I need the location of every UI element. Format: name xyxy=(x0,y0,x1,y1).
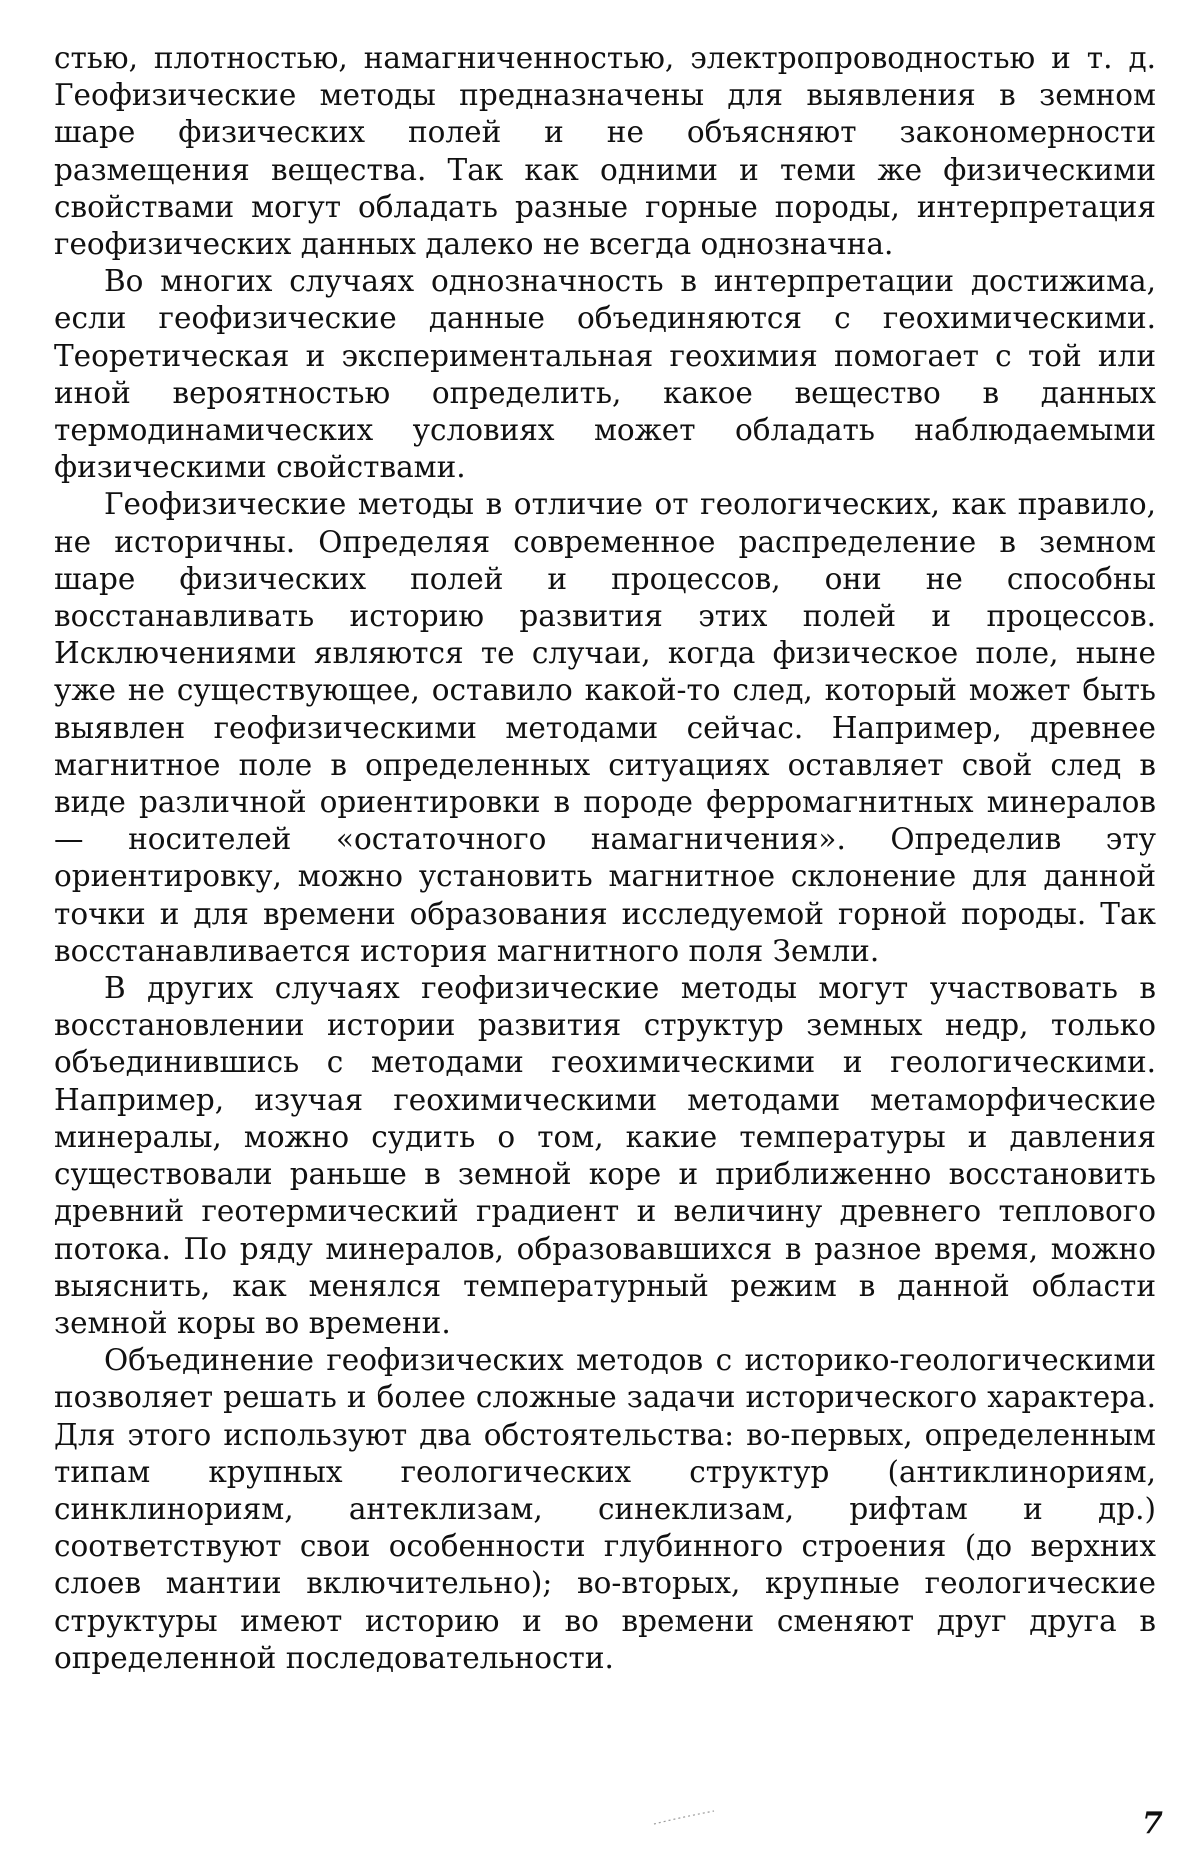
page-number: 7 xyxy=(1142,1806,1163,1841)
paragraph: Геофизические методы в отличие от геологических, как правило, не историчны. Определяя современное распределение в земном шаре физических полей и процессов, они не способны восстанавливать историю развития этих полей и процессов. Исключениями являются те случаи, когда физическое поле, ныне уже не существующее, оставило какой-то след, который может быть выявлен геофизическими методами сейчас. Например, древнее магнитное поле в определенных ситуациях оставляет свой след в виде различной ориентировки в породе ферромагнитных минералов — носителей «остаточного намагничения». Определив эту ориентировку, можно установить магнитное склонение для данной точки и для времени образования исследуемой горной породы. Так восстанавливается история магнитного поля Земли. xyxy=(54,487,1156,968)
paragraph: Объединение геофизических методов с историко-геологическими позволяет решать и более сложные задачи исторического характера. Для этого используют два обстоятельства: во-первых, определенным типам крупных геологических структур (антиклинориям, синклинориям, антеклизам, синеклизам, рифтам и др.) соответствуют свои особенности глубинного строения (до верхних слоев мантии включительно); во-вторых, крупные геологические структуры имеют историю и во времени сменяют друг друга в определенной последовательности. xyxy=(54,1343,1156,1675)
paragraph: В других случаях геофизические методы могут участвовать в восстановлении истории развития структур земных недр, только объединившись с методами геохимическими и геологическими. Например, изучая геохимическими методами метаморфические минералы, можно судить о том, какие температуры и давления существовали раньше в земной коре и приближенно восстановить древний геотермический градиент и величину древнего теплового потока. По ряду минералов, образовавшихся в разное время, можно выяснить, как менялся температурный режим в данной области земной коры во времени. xyxy=(54,971,1156,1340)
scan-speck xyxy=(652,1808,716,1828)
paragraph: Во многих случаях однозначность в интерпретации достижима, если геофизические данные объединяются с геохимическими. Теоретическая и экспериментальная геохимия помогает с той или иной вероятностью определить, какое вещество в данных термодинамических условиях может обладать наблюдаемыми физическими свойствами. xyxy=(54,264,1156,485)
page-body xyxy=(54,40,1156,1677)
paragraph-continuation: стью, плотностью, намагниченностью, электропроводностью и т. д. Геофизические методы предназначены для выявления в земном шаре физических полей и не объясняют закономерности размещения вещества. Так как одними и теми же физическими свойствами могут обладать разные горные породы, интерпретация геофизических данных далеко не всегда однозначна. xyxy=(54,41,1156,262)
